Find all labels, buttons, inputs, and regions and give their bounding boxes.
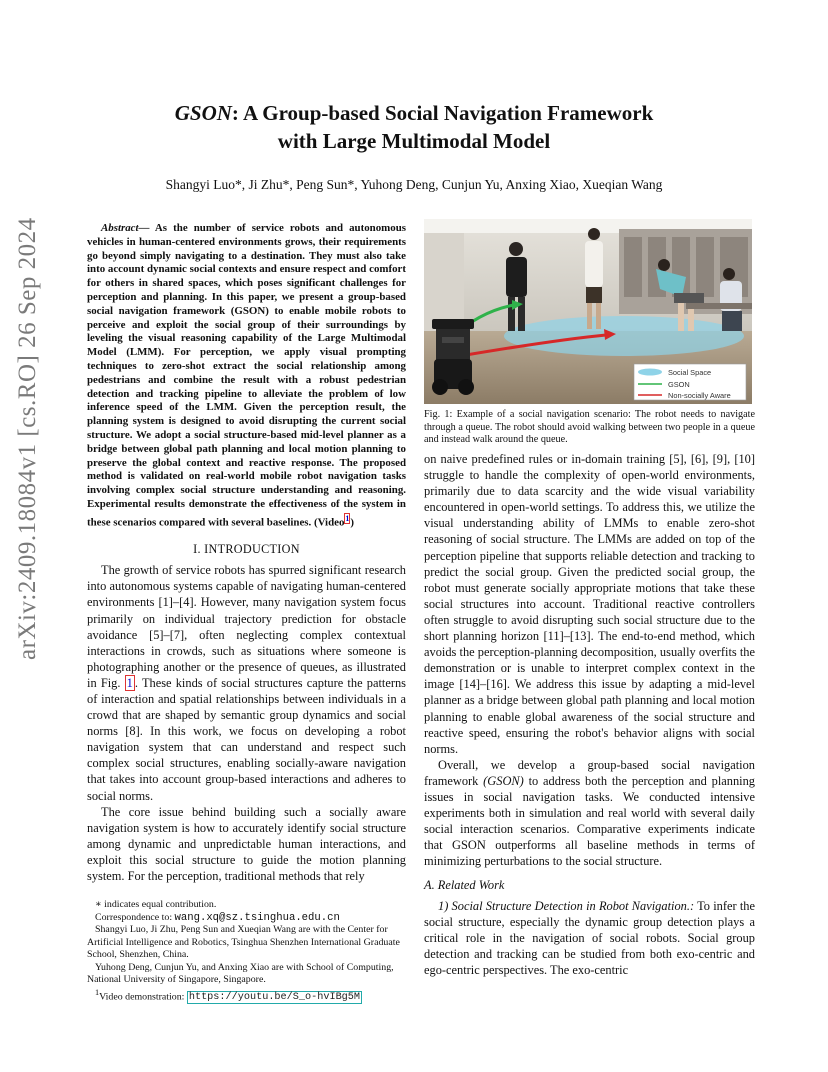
paper-title — [60, 99, 768, 155]
footnote-video-mark: 1 — [95, 987, 100, 997]
related-work-paragraph-1 — [424, 898, 755, 978]
footnote-correspondence — [87, 912, 406, 925]
figure-1-caption: Fig. 1: Example of a social navigation scenario: The robot needs to navigate through a queue. The robot should avoid walking between two people in a queue and instead walk around the queue. — [424, 409, 755, 445]
legend-label-non-social: Non-socially Aware — [668, 391, 731, 400]
abstract — [87, 222, 406, 530]
footnotes — [87, 899, 406, 1004]
social-space-region — [504, 316, 744, 356]
right-column — [424, 451, 755, 978]
table — [686, 303, 752, 309]
left-column — [87, 222, 406, 884]
abstract-close: ) — [350, 516, 355, 529]
arxiv-identifier-stamp: arXiv:2409.18084v1 [cs.RO] 26 Sep 2024 — [14, 217, 41, 660]
intro-p3-text-b: to address both the perception and planning issues in social navigation tasks. We conducted intensive experiments both in simulation and real world with several daily social interaction scenarios. Comparative experiments indicate that GSON outperforms all baseline methods in terms of minimizing perturbations to the social structure. — [424, 773, 755, 869]
intro-paragraph-2-continued: on naive predefined rules or in-domain training [5], [6], [9], [10] struggle to handle the complexity of open-world environments, primarily due to data scarcity and the wide visual variability encountered in open-world settings. To address this, we utilize the visual understanding ability of LMMs to enable zero-shot reasoning of social structure. The LMMs are added on top of the perception pipeline that supports reliable detection and tracking to predict the social group. Given the predicted social group, the robot must generate socially appropriate motions that take these social structures into account. Traditional reactive controllers often struggle to avoid disrupting such social structure due to the short planning horizon [11]–[13]. The end-to-end method, which avoids the perception-planning decomposition, usually overfits the demonstration or is unable to interpret complex context in the image [14]–[16]. We address this issue by adapting a mid-level planner as a bridge between global path planning and local motion planning to enable global awareness of the social structure and reactive speed, ensuring the robot's behavior aligns with social norms. — [424, 452, 755, 756]
legend-label-gson: GSON — [668, 380, 690, 389]
title-line-1: : A Group-based Social Navigation Framework — [231, 101, 654, 125]
legend-swatch-social-space — [638, 369, 662, 376]
related-subsubsection-heading: 1) Social Structure Detection in Robot Navigation.: — [438, 898, 695, 913]
title-acronym: GSON — [174, 101, 232, 125]
intro-paragraph-3 — [424, 757, 755, 870]
subsection-heading-related-work: A. Related Work — [424, 878, 505, 893]
footnote-equal-contribution: ∗ indicates equal contribution. — [95, 899, 217, 910]
mobile-robot — [432, 319, 474, 395]
abstract-text: — As the number of service robots and autonomous vehicles in human-centered environments grows, their requirements go beyond simply navigating to a destination. They must also take into account dynamic social contexts and ensure respect and comfort for others in shared spaces, which poses significant challenges for perception and planning. In this paper, we present a group-based social navigation framework (GSON) to enable mobile robots to perceive and exploit the social group of their surroundings by leveling the visual reasoning capability of the Large Multimodal Model (LMM). For perception, we apply visual prompting techniques to zero-shot extract the social relationship among pedestrians and combine the result with a robust pedestrian detection and tracking pipeline to alleviate the problem of low inference speed of the LMM. Given the perception result, the planning system is designed to avoid disrupting the current social structure. We adopt a social structure-based mid-level planner as a bridge between global path planning and local motion planning to preserve the global context and reactive response. The proposed method is validated on real-world mobile robot navigation tasks involving complex social structure understanding and reasoning. Experimental results demonstrate the effectiveness of the system in these scenarios compared with several baselines. (Video — [87, 222, 406, 529]
intro-p3-text-a: Overall, we develop a group-based social navigation framework — [424, 757, 755, 788]
video-url-link[interactable]: https://youtu.be/S_o-hvIBg5M — [188, 991, 361, 1003]
footnote-affiliation-2: Yuhong Deng, Cunjun Yu, and Anxing Xiao are with School of Computing, National University of Singapore, Singapore. — [87, 961, 394, 985]
social-navigation-scene — [424, 219, 752, 404]
abstract-lead: Abstract — [101, 222, 139, 234]
intro-p1-text-a: The growth of service robots has spurred significant research into autonomous systems capable of navigating human-centered environments [1]–[4]. However, many navigation system focus primarily on individual trajectory prediction for obstacle avoidance [5]–[7], often neglecting complex contextual interactions in crowds, such as situations where someone is photographing another or the presence of queues, as illustrated in Fig. — [87, 563, 406, 690]
footnote-affiliation-1: Shangyi Luo, Ji Zhu, Peng Sun and Xueqian Wang are with the Center for Artificial Intelligence and Robotics, Tsinghua Shenzhen International Graduate School, Shenzhen, China. — [87, 924, 400, 960]
intro-p1-text-b: . These kinds of social structures capture the patterns of interaction and spatial relationships between individuals in a crowd that are shaped by semantic group dynamics and social norms [8]. In this work, we focus on developing a robot navigation system that can understand and respect such complex social structures, enabling socially-aware navigation that takes into account group-based interactions and adheres to social norms. — [87, 675, 406, 803]
section-heading-introduction: I. INTRODUCTION — [193, 542, 300, 557]
figure-1-link[interactable]: 1 — [126, 675, 133, 690]
intro-paragraph-1 — [87, 562, 406, 803]
figure-1-photo — [424, 219, 752, 404]
legend-label-social-space: Social Space — [668, 368, 712, 377]
correspondence-email[interactable]: wang.xq@sz.tsinghua.edu.cn — [174, 911, 340, 924]
intro-p3-acronym: (GSON) — [483, 773, 524, 788]
author-list: Shangyi Luo*, Ji Zhu*, Peng Sun*, Yuhong Deng, Cunjun Yu, Anxing Xiao, Xueqian Wang — [165, 177, 663, 192]
correspondence-label: Correspondence to: — [95, 911, 175, 923]
video-footnote-link[interactable]: 1 — [345, 513, 350, 523]
intro-paragraph-2: The core issue behind building such a socially aware navigation system is how to accurately identify social structure among dynamic and unpredictable human interactions, and exploit this social structure to guide the motion planning system. For the perception, traditional methods that rely — [87, 804, 406, 884]
video-label: Video demonstration: — [99, 990, 187, 1002]
related-subsubsection-text: To infer the social structure, especially the dynamic group detection plays a critical role in the navigation of social robots. Social group detection and tracking can be studied from both exo-centric and ego-centric perspectives. The exo-centric — [424, 898, 755, 977]
footnote-video — [87, 987, 406, 1005]
title-line-2: with Large Multimodal Model — [277, 129, 551, 153]
